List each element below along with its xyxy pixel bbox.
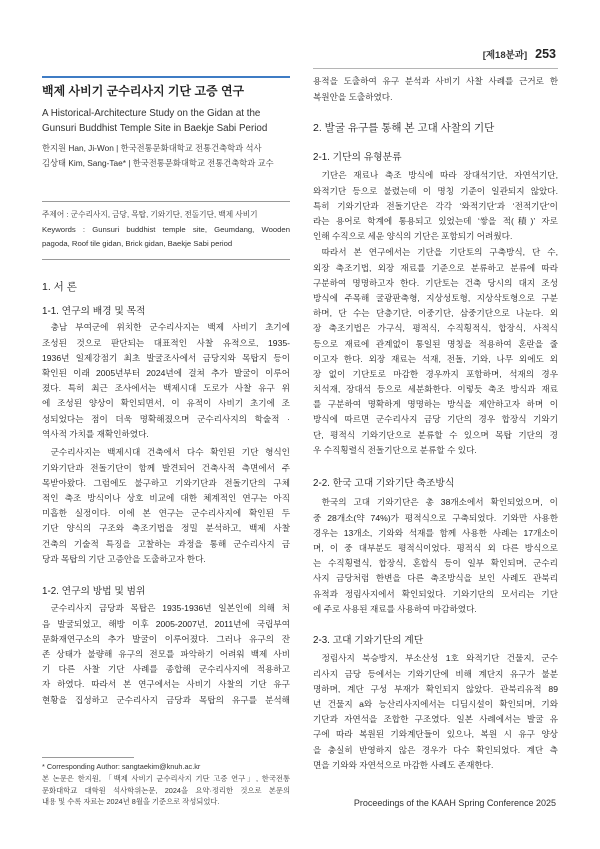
text-line: 는 수직횡렬식, 합장식, 혼합식 등이 일부 확인되며, 군수리 [313,558,558,569]
text-line: 경우는 13개소, 기와와 석재를 함께 사용한 사례는 17개소이 [313,527,558,538]
text-line: 유적과 정림사지에서 확인되었다. 기와기단의 모서리는 기단 [313,588,558,599]
text-line: 조성된 것으로 판단되는 대표적인 사찰 유적으로, 1935- [42,337,290,348]
text-line: 군수리사지는 백제시대 건축에서 다수 확인된 기단 형식인 [50,447,290,458]
page-number: 253 [535,47,556,61]
text-line: 현황을 집성하고 군수리사지 금당과 목탑의 유구를 분석해 [42,694,290,705]
text-line: 미흡한 실정이다. 이에 본 연구는 군수리사지에 확인된 두 [42,508,290,519]
text-line: 군수리사지 금당과 목탑은 1935-1936년 일본인에 의해 처 [50,603,290,614]
text-line: 건축의 기술적 특징을 고찰하는 과정을 통해 군수리사지 금 [42,538,290,549]
footnote [42,761,290,808]
text-line: pagoda, Roof tile gidan, Brick gidan, Baekje Sabi period [42,239,233,248]
text-line: 며, 이 중 대부분도 평적식이었다. 평적식 외 다른 방식으로 [313,542,558,553]
text-line: 한국의 고대 기와기단은 총 38개소에서 확인되었으며, 이 [321,497,558,508]
text-line: 성되었다는 점이 더욱 명확해졌으며 군수리사지의 학술적 · [42,413,290,424]
text-line: 와적기단 등으로 불렸는데 이 명칭 기준이 일관되지 않았다. [313,185,558,196]
text-line: 라는 용어로 학계에 통용되고 있었는데 ‘쌓을 적(積)’ 자로 [313,215,558,226]
text-line: * Corresponding Author: sangtaekim@knuh.ac.kr [42,762,201,771]
text-line: 당과 목탑의 기단 고증안을 도출하고자 한다. [42,553,206,564]
text-line: 치석재, 장대석 등으로 세분화한다. 이렇듯 축조 방식과 재료 [313,384,558,395]
page-footer: Proceedings of the KAAH Spring Conference 2025 [353,798,556,808]
text-line: 목받아왔다. 그럼에도 불구하고 기와기단과 전돌기단의 구체 [42,477,290,488]
text-line: 존 상태가 불량해 유구의 전모를 파악하기 어려워 백제 사비 [42,648,290,659]
text-line: 방식에 주목해 굴광판축형, 지상성토형, 지상삭토형으로 구분 [313,292,558,303]
text-line: 기단은 재료나 축조 방식에 따라 장대석기단, 자연석기단, [321,170,558,181]
text-line: 기 다른 사찰 기단 사례를 종합해 군수리사지에 적용하고 [42,664,290,675]
text-line: 본 논문은 한지원, 「백제 사비기 군수리사지 기단 고증 연구」, 한국전통 [42,773,290,783]
text-line: 장 축조기법은 가구식, 평적식, 수직횡적식, 합장식, 사적식 [313,323,558,334]
text-line: 음 발굴되었고, 해방 이후 2005-2007년, 2011년에 국립부여 [42,618,290,629]
text-line: 우 수직횡렬식 전돌기단으로 분류할 수 있다. [313,444,477,455]
subsection-heading-1-1: 1-1. 연구의 배경 및 목적 [42,305,146,317]
text-line: 방식에 따르면 군수리사지 금당 기단의 경우 합장식 기와기 [313,414,558,425]
title-divider [42,76,290,78]
text-line: 용적을 도출하여 유구 분석과 사비기 사찰 사례를 근거로 한 [313,76,558,87]
text-line: 복원안을 도출하였다. [313,91,393,102]
text-line: 구에 따라 복원된 기와계단들이 있으나, 복원 시 유구 양상 [313,729,558,740]
text-line: 기와기단과 전돌기단이 함께 발견되어 건축사적 측면에서 주 [42,462,290,473]
text-line: A Historical-Architecture Study on the Gidan at the [42,108,261,119]
text-line: 사지 금당처럼 한변을 다른 축조방식을 보인 사례도 관북리 [313,573,558,584]
text-line: 리사지 금당 등에서는 기와기단에 비해 계단지 유구가 불분 [313,668,558,679]
paragraph-2-2 [313,495,558,617]
article-title-english [42,106,290,136]
text-line: 문화재연구소의 추가 발굴이 이루어졌다. 그러나 유구의 잔 [42,633,290,644]
text-line: Keywords : Gunsuri buddhist temple site, Geumdang, Wooden [42,224,290,234]
text-line: 기단 양식의 구조와 축조기법을 정밀 분석하고, 백제 사찰 [42,523,290,534]
text-line: 한지원 Han, Ji-Won | 한국전통문화대학교 전통건축학과 석사 [42,143,262,153]
text-line: 외장 축조기법, 외장 재료를 기준으로 분류하고 분류에 따라 [313,262,558,273]
text-line: 에 주로 사용된 재료를 사용하여 마감하였다. [313,603,477,614]
text-line: 인해 수직으로 세운 양식의 기단은 포함되기 어려웠다. [313,231,513,242]
article-title-korean: 백제 사비기 군수리사지 기단 고증 연구 [42,84,245,98]
text-line: 에 조성된 양상이 확인되면서, 이 유적이 사비기 초기에 조 [42,398,290,409]
text-line: 구분하여 명명하고자 한다. 기단토는 건축 당시의 대지 조성 [313,277,558,288]
keywords-bottom-divider [42,259,290,260]
author-list [42,141,290,171]
text-line: 장 없이 기단토로 마감한 경우까지 포함하며, 석재의 경우 [313,368,558,379]
subsection-heading-2-2: 2-2. 한국 고대 기와기단 축조방식 [313,477,455,489]
paragraph-1-1-a [42,320,290,442]
text-line: 문화대학교 대학원 석사학위논문, 2024을 요약·정리한 것으로 본문의 [42,785,290,795]
text-line: 졌다. 특히 최근 조사에서는 백제시대 도로가 사찰 유구 위 [42,383,290,394]
text-line: 1936년 일제강점기 최초 발굴조사에서 금당지와 목탑지 등이 [42,352,290,363]
section-heading-1: 1. 서 론 [42,281,77,293]
text-line: 년 건물지 a와 능산리사지에서는 디딤시설이 확인되며, 기와 [313,698,558,709]
text-line: 따라서 본 연구에서는 기단을 기단토의 구축방식, 단 수, [321,247,558,258]
keywords-block [42,208,290,252]
text-line: 기단과 자연석을 조합한 구조였다. 일본 사례에서는 발굴 유 [313,714,558,725]
paragraph-1-2-part1 [42,601,290,707]
section-heading-2: 2. 발굴 유구를 통해 본 고대 사찰의 기단 [313,121,495,134]
subsection-heading-2-3: 2-3. 고대 기와기단의 계단 [313,634,424,646]
paragraph-2-3 [313,651,558,773]
text-line: 단, 평적식 기와기단으로 분류할 수 있으며 목탑 기단의 경 [313,429,558,440]
header-divider [313,68,558,69]
paragraph-2-1-b [313,245,558,458]
subsection-heading-2-1: 2-1. 기단의 유형분류 [313,151,402,163]
text-line: 정림사지 북승방지, 부소산성 1호 와적기단 건물지, 군수 [321,653,558,664]
text-line: 확인된 이래 2005년부터 2024년에 걸쳐 추가 발굴이 이루어 [42,367,290,378]
text-line: 중 28개소(약 74%)가 평적식으로 구축되었다. 기와만 사용한 [313,512,558,523]
page-header [483,47,556,61]
text-line: 등으로 재료에 관계없이 통일된 명칭을 적용하여 혼란을 줄 [313,338,558,349]
text-line: 특히 기와기단과 전돌기단은 각각 ‘와적기단’과 ‘전적기단’이 [313,200,558,211]
text-line: 적인 축조 방식이나 상호 비교에 대한 체계적인 연구는 아직 [42,492,290,503]
paragraph-1-2-part2 [313,74,558,104]
text-line: 내용 및 수록 자료는 2024년 8월을 기준으로 작성되었다. [42,797,220,807]
text-line: 면을 기와와 자연석으로 마감한 사례도 존재한다. [313,759,494,770]
text-line: 김상태 Kim, Sang-Tae* | 한국전통문화대학교 전통건축학과 교수 [42,158,274,168]
subsection-heading-1-2: 1-2. 연구의 방법 및 범위 [42,585,146,597]
section-tag: [제18분과] [482,50,528,61]
text-line: 하며, 단 수는 단층기단, 이중기단, 삼중기단으로 나눈다. 외 [313,308,558,319]
paragraph-1-1-b [42,445,290,567]
text-line: 역사적 가치를 재확인하였다. [42,428,149,439]
text-line: 주제어 : 군수리사지, 금당, 목탑, 기와기단, 전돌기단, 백제 사비기 [42,210,258,219]
text-line: 충남 부여군에 위치한 군수리사지는 백제 사비기 초기에 [50,322,290,333]
text-line: 명하며, 계단 구성 부재가 확인되지 않았다. 관북리유적 89 [313,683,558,694]
keywords-top-divider [42,201,290,202]
text-line: 을 충실히 반영하지 않은 경우가 다수 확인되었다. 계단 측 [313,744,558,755]
paragraph-2-1-a [313,168,558,244]
text-line: 를 구분하여 명확하게 명명하는 방식을 제안하고자 하며 이 [313,399,558,410]
text-line: Gunsuri Buddhist Temple Site in Baekje Sabi Period [42,123,268,134]
footnote-divider [42,757,134,758]
text-line: 자 하였다. 따라서 본 연구에서는 사비기 사찰의 기단 유구 [42,679,290,690]
text-line: 이고자 한다. 외장 재료는 석재, 전돌, 기와, 나무 외에도 외 [313,353,558,364]
